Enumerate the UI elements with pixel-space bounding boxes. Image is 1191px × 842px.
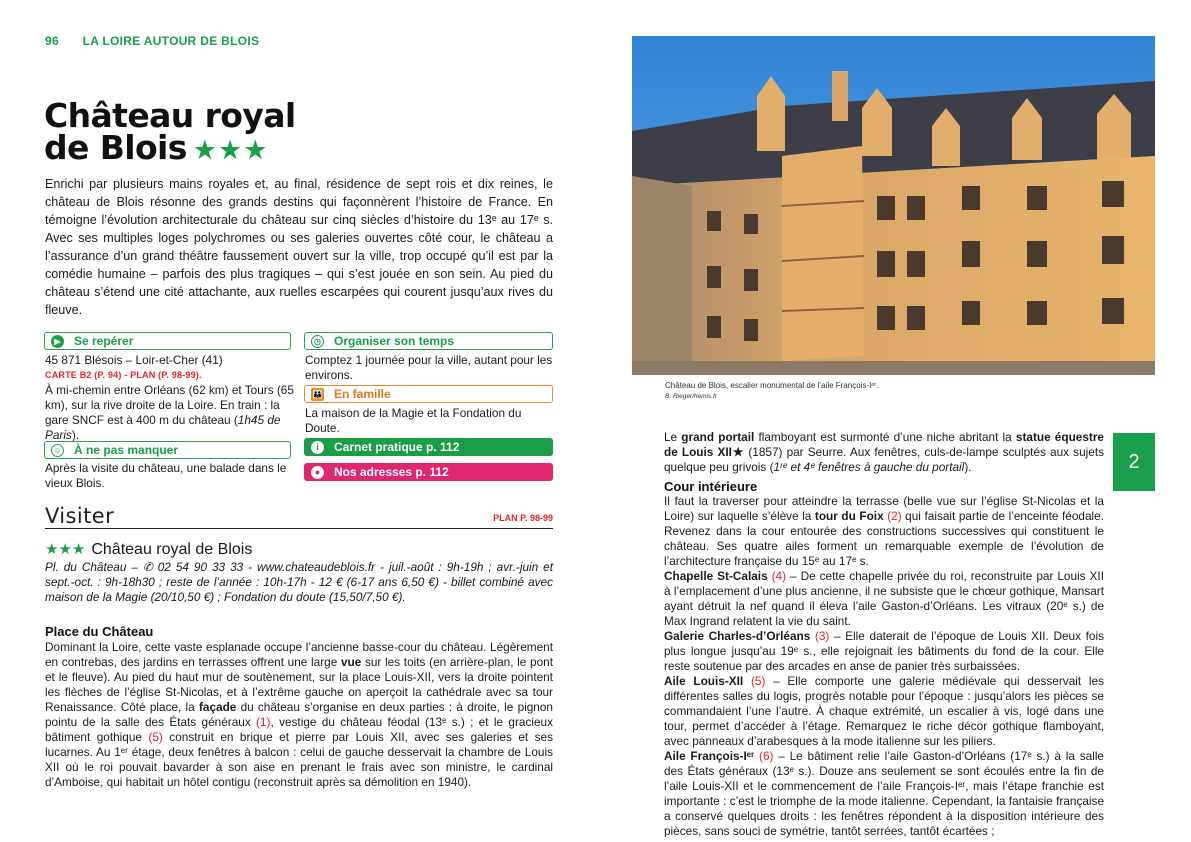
- bold-run: statue équestre de Louis XII★: [664, 430, 1104, 459]
- text-run: Le: [664, 430, 682, 444]
- location-line: 45 871 Blésois – Loir-et-Cher (41): [45, 353, 223, 367]
- smiley-icon: ☺: [51, 444, 64, 457]
- plan-number: (5): [743, 674, 766, 688]
- page-title: [44, 96, 584, 167]
- map-reference-link[interactable]: CARTE B2 (P. 94) - PLAN (P. 98-99).: [45, 370, 202, 380]
- chapelle-paragraph: [664, 569, 1104, 629]
- intro-paragraph: Enrichi par plusieurs mains royales et, au final, résidence de sept rois et dix reines, le château de Blois résonne des grands destins qui façonnèrent l’histoire de France. En témoigne l’évolution architecturale du château sur cinq siècles d’histoire du 13ᵉ au 17ᵉ s. Avec ses multiples loges polychromes ou ses galeries ouvertes côté cour, le château a l’assurance d’un grand théâtre faussement ouvert sur la ville, trop occupé qu’il est par la comédie humaine – parfois des plus tragiques – qui s’est jouée en son sein. Au pied du château s’étend une cité attachante, aux ruelles escarpées qui courent jusqu’aux rives du fleuve.: [45, 177, 553, 317]
- text-run: du château s’organise en deux parties : à droite, le pignon pointu de la salle des États généraux: [45, 700, 553, 729]
- photo-credit: B. Rieger/hemis.fr: [665, 393, 718, 400]
- box-se-reperer-body: [45, 353, 295, 443]
- text-run: flamboyant est surmonté d’une niche abritant la: [754, 430, 1016, 444]
- bold-run: vue: [340, 655, 362, 669]
- title-line-2: de Blois: [44, 128, 187, 167]
- plan-number: (3): [810, 629, 830, 643]
- text-run: – Le bâtiment relie l’aile Gaston-d’Orléans (17ᵉ s.) à la salle des États généraux (13ᵉ s.). Douze ans seulement se sont écoulés entre la fin de l’aile Louis-XII et le commencement de l’aile François-Iᵉʳ, mais l’étape franchie est importante : c’est le triomphe de la mode italienne. Cependant, la fantaisie française a conservé quelques droits : les fenêtres répondent à la disposition intérieure des pièces, sans souci de symétrie, tantôt serrées, tantôt écartées ;: [664, 749, 1104, 838]
- page-number: 96: [45, 34, 59, 48]
- bold-run: Aile Louis-XII: [664, 674, 744, 688]
- aile-francois-paragraph: [664, 749, 1104, 839]
- box-en-famille-label: En famille: [334, 387, 391, 401]
- nos-adresses-link[interactable]: [304, 463, 553, 481]
- italic-run: 1ʳᵉ et 4ᵉ fenêtres à gauche du portail: [773, 460, 965, 474]
- family-icon: 👪: [312, 389, 323, 399]
- place-chateau-paragraph: [45, 640, 553, 790]
- text-run: – Elle daterait de l’époque de Louis XII. Deux fois plus longue jusqu’au 19ᵉ s., elle rejoignait les bâtiments du fond de la cour. Elle reste soutenue par des arcades en anse de panier très surbaissées.: [664, 629, 1104, 673]
- plan-number: (1): [256, 715, 271, 729]
- cour-interieure-heading: Cour intérieure: [664, 479, 758, 494]
- travel-time: 1h45 de Paris: [45, 413, 281, 442]
- box-organiser-label: Organiser son temps: [334, 334, 455, 348]
- rating-stars: ★★★: [192, 135, 269, 166]
- text-run: Dominant la Loire, cette vaste esplanade occupe l’ancienne basse-cour du château. Légèrement en contrebas, des jardins en terrasses offrent une large: [45, 640, 553, 669]
- visiter-heading: [45, 504, 553, 529]
- chateau-illustration: [632, 36, 1155, 375]
- box-en-famille-body: La maison de la Magie et la Fondation du Doute.: [305, 406, 522, 435]
- box-a-ne-pas-manquer-body: Après la visite du château, une balade dans le vieux Blois.: [45, 461, 287, 490]
- clock-icon: ◷: [311, 335, 324, 348]
- text-run: (1857) par Seurre. Aux fenêtres, culs-de-lampe sculptés aux sujets quelque peu grivois (: [664, 445, 1104, 474]
- bold-run: Chapelle St-Calais: [664, 569, 768, 583]
- running-head: [45, 34, 259, 48]
- text-run: qui faisait partie de l’enceinte féodale. Revenez dans la cour entourée des constructions successives qui constituent le château. Ses quatre ailes forment un remarquable exemple de l’évolution de l’architecture française du 15ᵉ au 17ᵉ s.: [664, 509, 1104, 568]
- sight-stars: ★★★: [45, 541, 86, 558]
- box-a-ne-pas-manquer-label: À ne pas manquer: [74, 443, 179, 457]
- galerie-paragraph: [664, 629, 1104, 674]
- box-en-famille-header: [304, 385, 553, 403]
- text-run: – Elle comporte une galerie médiévale qui desservait les différentes salles du logis, progrès notable pour l’époque : jusqu’alors les pièces se commandaient l’une l’autre. À chaque extrémité, un escalier à vis, logé dans une tour, permet d’accéder à l’étage. Remarquez le riche décor gothique flamboyant, avec panneaux d’arabesques à la mode italienne sur les piliers.: [664, 674, 1104, 748]
- location-target-icon: ▶: [51, 335, 64, 348]
- box-a-ne-pas-manquer-header: [44, 441, 291, 459]
- box-se-reperer-label: Se repérer: [74, 334, 134, 348]
- portail-paragraph: [664, 430, 1104, 475]
- text-run: – De cette chapelle privée du roi, reconstruite par Louis XII à l’emplacement d’une plus ancienne, il ne subsiste que le chœur gothique, Mansart ayant détruit la nef quand il éleva l’aile Gaston-d’Orléans. Les vitraux (20ᵉ s.) de Max Ingrand relatent la vie du saint.: [664, 569, 1104, 628]
- text-run: , vestige du château féodal (13ᵉ s.) ; et le gracieux bâtiment gothique: [45, 715, 553, 744]
- plan-reference-link[interactable]: PLAN P. 98-99: [493, 513, 553, 523]
- chateau-photo: [632, 36, 1155, 375]
- box-organiser-header: [304, 332, 553, 350]
- text-run: Il faut la traverser pour atteindre la terrasse (belle vue sur l’église St-Nicolas et la Loire) sur laquelle s’élève la: [664, 494, 1104, 523]
- place-chateau-heading: Place du Château: [45, 624, 154, 639]
- bold-run: tour du Foix: [814, 509, 884, 523]
- bold-run: façade: [198, 700, 237, 714]
- bold-run: grand portail: [681, 430, 755, 444]
- plan-number: (6): [754, 749, 774, 763]
- text-run: ).: [964, 460, 972, 474]
- sight-title: [45, 540, 252, 559]
- chapter-tab: 2: [1113, 433, 1155, 491]
- location-text-end: ).: [71, 428, 80, 442]
- plan-number: (4): [767, 569, 787, 583]
- carnet-pratique-label: Carnet pratique p. 112: [334, 440, 460, 454]
- carnet-pratique-link[interactable]: [304, 438, 553, 456]
- bold-run: Galerie Charles-d’Orléans: [664, 629, 811, 643]
- plan-number: (2): [883, 509, 902, 523]
- info-icon: i: [311, 441, 324, 454]
- cour-paragraph: [664, 494, 1104, 569]
- sight-name: Château royal de Blois: [91, 541, 253, 558]
- text-run: sur les toits (en arrière-plan, le pont et le fleuve). Au pied du haut mur de soutènement, sur la place Louis-XII, vers la droite pointent les flèches de l’église St-Nicolas, et à l’extrême gauche on aperçoit la cathédrale avec sa tour Renaissance. Côté place, la: [45, 655, 553, 714]
- bold-run: Aile François-Iᵉʳ: [664, 749, 755, 763]
- visiter-title: Visiter: [45, 504, 115, 528]
- map-pin-icon: ●: [311, 466, 324, 479]
- text-run: construit en brique et pierre par Louis XII, avec ses galeries et ses lucarnes. Au 1ᵉʳ étage, deux fenêtres à balcon : celui de gauche desservait la chambre de Louis XII où le roi pouvait bavarder à son aise en prenant le frais avec son ministre, le cardinal d’Amboise, qui habitait un hôtel contigu (reconstruit après sa démolition en 1940).: [45, 730, 553, 789]
- nos-adresses-label: Nos adresses p. 112: [334, 465, 449, 479]
- section-title: LA LOIRE AUTOUR DE BLOIS: [82, 34, 260, 48]
- location-text: À mi-chemin entre Orléans (62 km) et Tours (65 km), sur la rive droite de la Loire. En train : la gare SNCF est à 400 m du château (: [45, 383, 294, 427]
- plan-number: (5): [148, 730, 163, 744]
- sight-practical-info: Pl. du Château – ✆ 02 54 90 33 33 - www.chateaudeblois.fr - juil.-août : 9h-19h ; avr.-juin et sept.-oct. : 9h-18h30 ; reste de l’année : 10h-17h - 12 € (6-17 ans 6,50 €) - billet combiné avec maison de la Magie (20/10,50 €) ; Fondation du doute (15,50/7,50 €).: [45, 560, 553, 604]
- photo-caption: Château de Blois, escalier monumental de l’aile François-Iᵉʳ.: [665, 381, 879, 390]
- aile-louis-xii-paragraph: [664, 674, 1104, 749]
- title-line-1: Château royal: [44, 96, 296, 135]
- box-se-reperer-header: [44, 332, 291, 350]
- box-organiser-body: Comptez 1 journée pour la ville, autant pour les environs.: [305, 353, 553, 382]
- right-column: [664, 430, 1104, 839]
